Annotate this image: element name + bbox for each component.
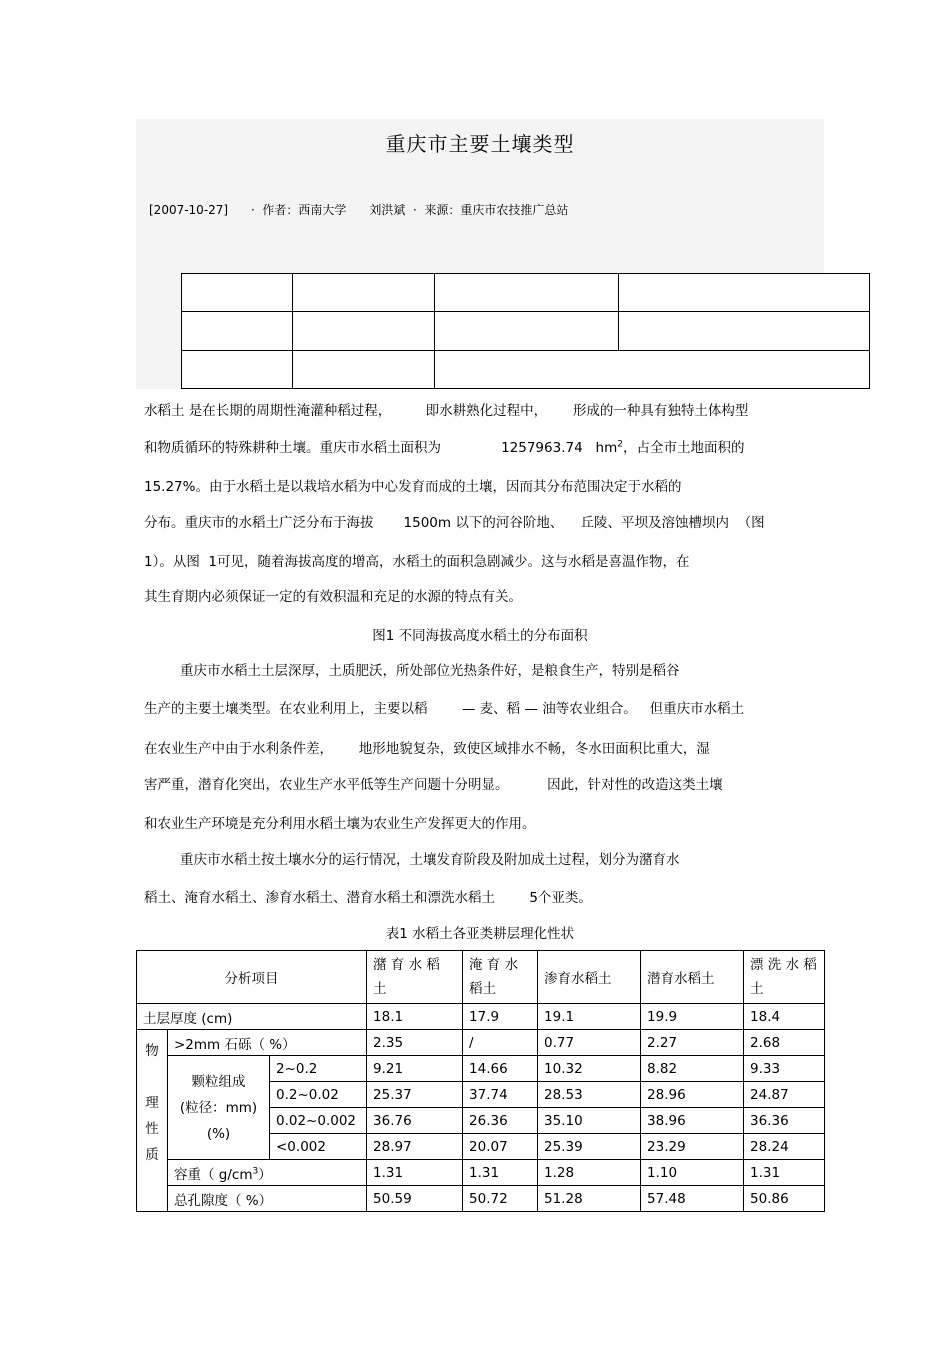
soil-properties-table: [136, 950, 825, 1212]
paragraph-1-line-2: 和物质循环的特殊耕种土壤。重庆市水稻土面积为 1257963.74 $hm^2$，占全市土地面积的: [144, 439, 745, 456]
table-cell: 14.66: [463, 1056, 538, 1082]
grain-composition-label: 颗粒组成 (粒径：mm) (%): [168, 1056, 270, 1160]
paragraph-1-line-5: 1）。从图 1可见，随着海拔高度的增高，水稻土的面积急剧减少。这与水稻是喜温作物，在: [144, 554, 690, 570]
table-cell: 20.07: [463, 1134, 538, 1160]
empty-cell: [434, 350, 869, 388]
empty-cell: [292, 312, 434, 350]
table-cell: 9.21: [367, 1056, 463, 1082]
header-col: 潜育水稻土: [641, 951, 744, 1004]
table-cell: 18.4: [744, 1004, 825, 1030]
table-cell: 28.24: [744, 1134, 825, 1160]
article-title: 重庆市主要土壤类型: [385, 132, 575, 156]
article-meta: [2007-10-27] · 作者：西南大学 刘洪斌 · 来源：重庆市农技推广总站: [149, 203, 569, 217]
empty-layout-table: [181, 273, 870, 389]
table-cell: 50.59: [367, 1186, 463, 1212]
table-cell: 2.35: [367, 1030, 463, 1056]
row-label: 0.02~0.002: [270, 1108, 367, 1134]
paragraph-3-line-2: 稻土、淹育水稻土、渗育水稻土、潜育水稻土和漂洗水稻土 5个亚类。: [144, 890, 592, 906]
table-1-caption: 表1 水稻土各亚类耕层理化性状: [385, 926, 575, 942]
table-cell: 2.68: [744, 1030, 825, 1056]
table-cell: 36.76: [367, 1108, 463, 1134]
table-cell: 36.36: [744, 1108, 825, 1134]
table-cell: 1.28: [538, 1160, 641, 1186]
table-cell: 50.72: [463, 1186, 538, 1212]
table-cell: 24.87: [744, 1082, 825, 1108]
paragraph-1-line-1: 水稻土 是在长期的周期性淹灌种稻过程， 即水耕熟化过程中， 形成的一种具有独特土体构型: [144, 403, 749, 419]
row-label: 容重（ $g/cm^3$）: [168, 1160, 367, 1186]
table-cell: 28.97: [367, 1134, 463, 1160]
table-cell: 1.10: [641, 1160, 744, 1186]
row-label: <0.002: [270, 1134, 367, 1160]
table-cell: 37.74: [463, 1082, 538, 1108]
empty-cell: [182, 274, 293, 312]
paragraph-2-line-4: 害严重，潜育化突出，农业生产水平低等生产问题十分明显。 因此，针对性的改造这类土壤: [144, 777, 723, 793]
table-cell: 38.96: [641, 1108, 744, 1134]
row-label: 土层厚度 (cm): [137, 1004, 367, 1030]
table-cell: 0.77: [538, 1030, 641, 1056]
row-label: 2~0.2: [270, 1056, 367, 1082]
header-col: 淹 育 水 稻土: [463, 951, 538, 1004]
table-cell: 19.1: [538, 1004, 641, 1030]
row-label: >2mm 石砾（ %）: [168, 1030, 367, 1056]
paragraph-3-line-1: 重庆市水稻土按土壤水分的运行情况，土壤发育阶段及附加成土过程，划分为潴育水: [180, 852, 680, 868]
table-cell: 1.31: [744, 1160, 825, 1186]
row-label: 0.2~0.02: [270, 1082, 367, 1108]
table-cell: 35.10: [538, 1108, 641, 1134]
table-cell: 9.33: [744, 1056, 825, 1082]
paragraph-1-line-3: 15.27%。由于水稻土是以栽培水稻为中心发育而成的土壤，因而其分布范围决定于水稻的: [144, 479, 682, 495]
table-cell: 10.32: [538, 1056, 641, 1082]
table-cell: 18.1: [367, 1004, 463, 1030]
group-label-physical: 物 理 性 质: [137, 1030, 168, 1212]
table-cell: 17.9: [463, 1004, 538, 1030]
table-row: [137, 1004, 825, 1030]
empty-cell: [182, 350, 293, 388]
paragraph-1-line-4: 分布。重庆市的水稻土广泛分布于海拔 1500m 以下的河谷阶地、 丘陵、平坝及溶蚀槽坝内 （图: [144, 515, 765, 531]
paragraph-2-line-5: 和农业生产环境是充分利用水稻土壤为农业生产发挥更大的作用。: [144, 816, 536, 832]
paragraph-2-line-2: 生产的主要土壤类型。在农业利用上，主要以稻 — 麦、稻 — 油等农业组合。 但重庆市水稻土: [144, 701, 745, 717]
header-analysis-item: 分析项目: [137, 951, 367, 1004]
table-row: [137, 1030, 825, 1056]
table-cell: 51.28: [538, 1186, 641, 1212]
empty-cell: [182, 312, 293, 350]
table-cell: 1.31: [463, 1160, 538, 1186]
table-header-row: [137, 951, 825, 1004]
table-cell: 1.31: [367, 1160, 463, 1186]
table-cell: 8.82: [641, 1056, 744, 1082]
table-row: [137, 1056, 825, 1082]
header-col: 渗育水稻土: [538, 951, 641, 1004]
table-cell: 57.48: [641, 1186, 744, 1212]
empty-cell: [292, 350, 434, 388]
empty-cell: [619, 312, 870, 350]
figure-1-caption: 图1 不同海拔高度水稻土的分布面积: [372, 628, 588, 644]
table-cell: 25.39: [538, 1134, 641, 1160]
row-label: 总孔隙度（ %）: [168, 1186, 367, 1212]
header-col: 潴 育 水 稻 土: [367, 951, 463, 1004]
paragraph-2-line-3: 在农业生产中由于水利条件差， 地形地貌复杂，致使区域排水不畅，冬水田面积比重大，湿: [144, 741, 710, 757]
table-cell: 19.9: [641, 1004, 744, 1030]
table-cell: 26.36: [463, 1108, 538, 1134]
empty-cell: [292, 274, 434, 312]
table-cell: 28.96: [641, 1082, 744, 1108]
empty-cell: [619, 274, 870, 312]
empty-cell: [434, 312, 619, 350]
table-cell: 2.27: [641, 1030, 744, 1056]
header-col: 漂 洗 水 稻土: [744, 951, 825, 1004]
table-row: [137, 1160, 825, 1186]
table-cell: 50.86: [744, 1186, 825, 1212]
paragraph-1-line-6: 其生育期内必须保证一定的有效积温和充足的水源的特点有关。: [144, 589, 522, 605]
table-row: [137, 1186, 825, 1212]
paragraph-2-line-1: 重庆市水稻土土层深厚，土质肥沃，所处部位光热条件好，是粮食生产，特别是稻谷: [180, 663, 680, 679]
table-cell: 25.37: [367, 1082, 463, 1108]
table-cell: 23.29: [641, 1134, 744, 1160]
empty-cell: [434, 274, 619, 312]
table-cell: /: [463, 1030, 538, 1056]
table-cell: 28.53: [538, 1082, 641, 1108]
